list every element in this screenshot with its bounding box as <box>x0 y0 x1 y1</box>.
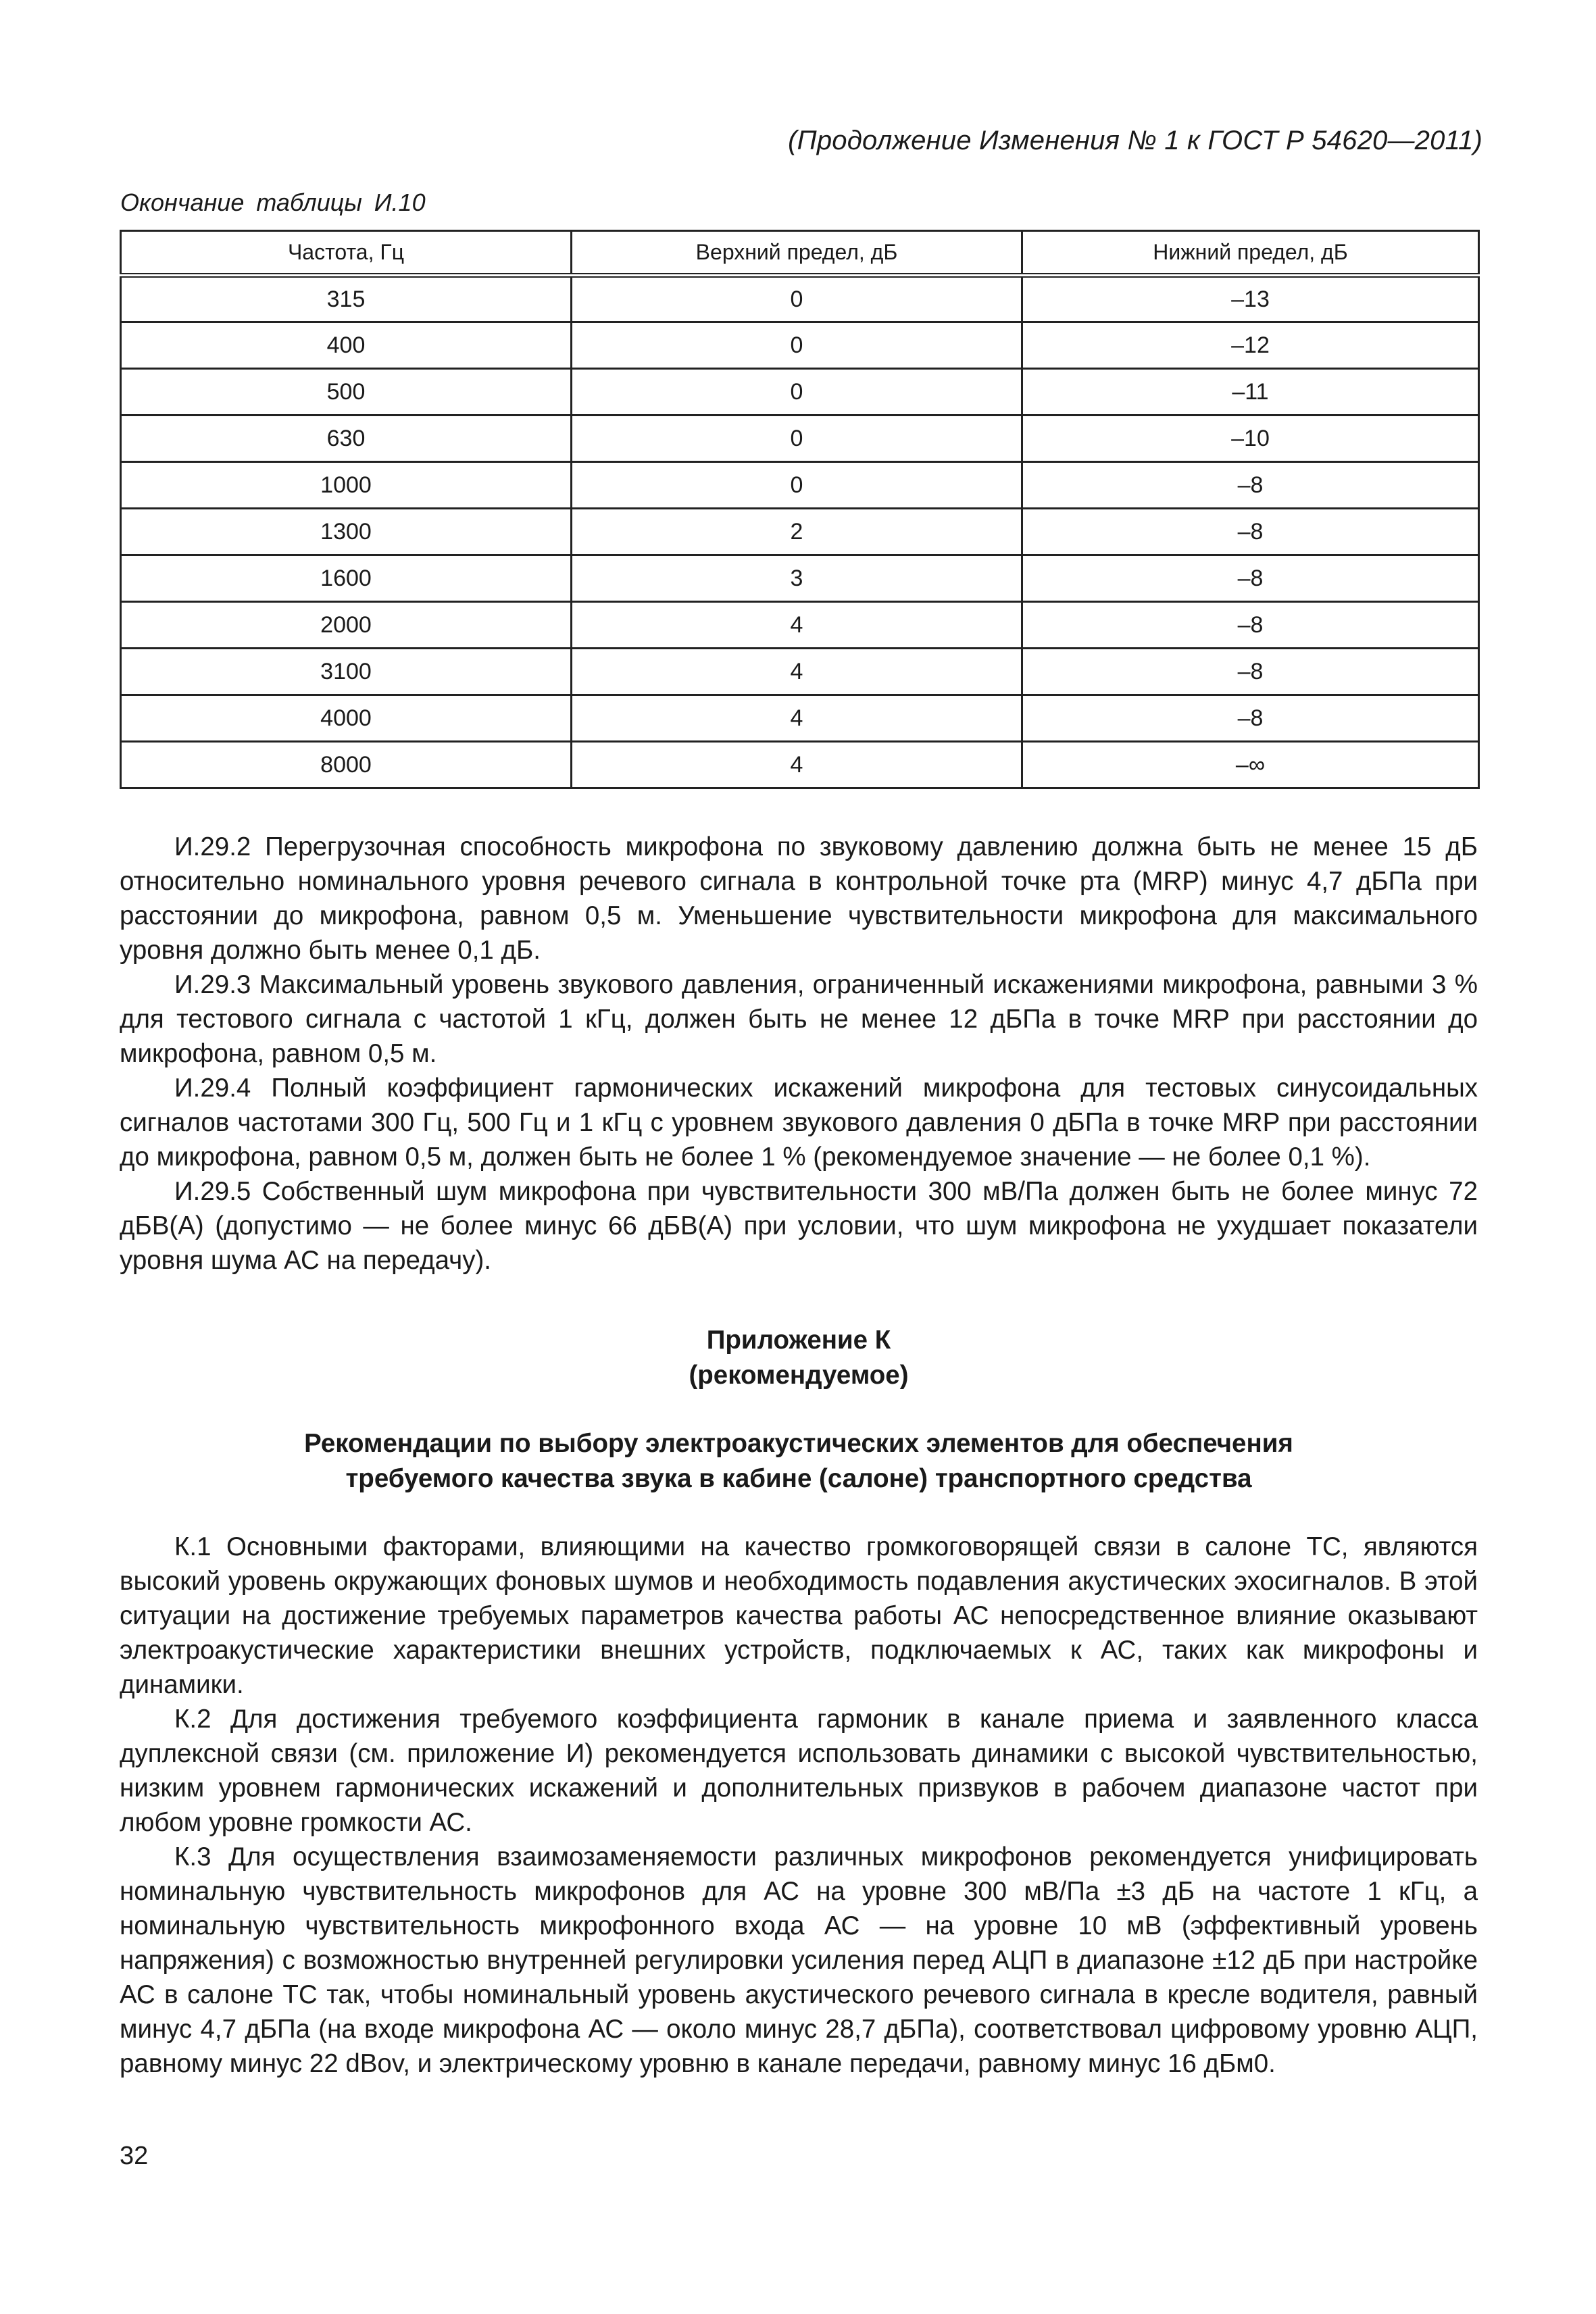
column-header-frequency: Частота, Гц <box>121 231 572 276</box>
paragraph: К.3 Для осуществления взаимозаменяемости различных микрофонов рекомендуется унифицировать номинальную чувствительность микрофонов для АС на уровне 300 мВ/Па ±3 дБ на частоте 1 кГц, а номинальную чувствительность микрофонного входа АС — на уровне 10 мВ (эффективный уровень напряжения) с возможностью внутренней регулировки усиления перед АЦП в диапазоне ±12 дБ при настройке АС в салоне ТС так, чтобы номинальный уровень акустического речевого сигнала в кресле водителя, равный минус 4,7 дБПа (на входе микрофона АС — около минус 28,7 дБПа), соответствовал цифровому уровню АЦП, равному минус 22 dBov, и электрическому уровню в канале передачи, равному минус 16 дБм0. <box>120 1842 1478 2078</box>
paragraph: И.29.2 Перегрузочная способность микрофона по звуковому давлению должна быть не менее 15 дБ относительно номинального уровня речевого сигнала в контрольной точке рта (MRP) минус 4,7 дБПа при расстоянии до микрофона, равном 0,5 м. Уменьшение чувствительности микрофона для максимального уровня должно быть менее 0,1 дБ. <box>120 832 1478 965</box>
cell-upper-limit: 0 <box>572 322 1022 369</box>
table-row <box>121 695 1479 742</box>
table-row <box>121 555 1479 602</box>
paragraph: И.29.3 Максимальный уровень звукового давления, ограниченный искажениями микрофона, равными 3 % для тестового сигнала с частотой 1 кГц, должен быть не менее 12 дБПа в точке MRP при расстоянии до микрофона, равном 0,5 м. <box>120 970 1478 1068</box>
cell-upper-limit: 0 <box>572 462 1022 509</box>
cell-lower-limit: –8 <box>1022 695 1479 742</box>
cell-lower-limit: –8 <box>1022 555 1479 602</box>
cell-frequency: 1600 <box>121 555 572 602</box>
cell-frequency: 630 <box>121 416 572 462</box>
cell-frequency: 1300 <box>121 509 572 555</box>
table-row <box>121 649 1479 695</box>
cell-upper-limit: 2 <box>572 509 1022 555</box>
cell-lower-limit: –∞ <box>1022 742 1479 788</box>
cell-upper-limit: 0 <box>572 369 1022 416</box>
table-row <box>121 369 1479 416</box>
cell-lower-limit: –8 <box>1022 649 1479 695</box>
table-row <box>121 416 1479 462</box>
cell-lower-limit: –8 <box>1022 602 1479 649</box>
cell-frequency: 400 <box>121 322 572 369</box>
paragraph: К.2 Для достижения требуемого коэффициента гармоник в канале приема и заявленного класса дуплексной связи (см. приложение И) рекомендуется использовать динамики с высокой чувствительностью, низким уровнем гармонических искажений и дополнительных призвуков в рабочем диапазоне частот при любом уровне громкости АС. <box>120 1705 1478 1837</box>
cell-lower-limit: –12 <box>1022 322 1479 369</box>
cell-lower-limit: –8 <box>1022 462 1479 509</box>
paragraph: И.29.4 Полный коэффициент гармонических искажений микрофона для тестовых синусоидальных сигналов частотами 300 Гц, 500 Гц и 1 кГц с уровнем звукового давления 0 дБПа в точке MRP при расстоянии до микрофона, равном 0,5 м, должен быть не более 1 % (рекомендуемое значение — не более 0,1 %). <box>120 1074 1478 1172</box>
table-caption: Окончание таблицы И.10 <box>120 188 426 216</box>
appendix-subtitle-line-1: Рекомендации по выбору электроакустических элементов для обеспечения <box>304 1429 1293 1458</box>
paragraph: К.1 Основными факторами, влияющими на качество громкоговорящей связи в салоне ТС, являются высокий уровень окружающих фоновых шумов и необходимость подавления акустических эхосигналов. В этой ситуации на достижение требуемых параметров качества работы АС непосредственное влияние оказывают электроакустические характеристики внешних устройств, подключаемых к АС, таких как микрофоны и динамики. <box>120 1532 1478 1699</box>
cell-frequency: 315 <box>121 276 572 322</box>
cell-upper-limit: 3 <box>572 555 1022 602</box>
cell-lower-limit: –10 <box>1022 416 1479 462</box>
table-body <box>121 276 1479 788</box>
appendix-title-line: Приложение К <box>706 1326 891 1355</box>
table-row <box>121 462 1479 509</box>
cell-frequency: 1000 <box>121 462 572 509</box>
table-row <box>121 276 1479 322</box>
appendix-status-line: (рекомендуемое) <box>689 1361 909 1390</box>
table-header-row <box>121 231 1479 276</box>
column-header-lower-limit: Нижний предел, дБ <box>1022 231 1479 276</box>
table-row <box>121 742 1479 788</box>
paragraph: И.29.5 Собственный шум микрофона при чувствительности 300 мВ/Па должен быть не более минус 72 дБВ(А) (допустимо — не более минус 66 дБВ(А) при условии, что шум микрофона не ухудшает показатели уровня шума АС на передачу). <box>120 1177 1478 1275</box>
appendix-k-text <box>120 1530 1478 2081</box>
cell-frequency: 3100 <box>121 649 572 695</box>
cell-upper-limit: 4 <box>572 602 1022 649</box>
cell-upper-limit: 0 <box>572 276 1022 322</box>
cell-lower-limit: –13 <box>1022 276 1479 322</box>
cell-upper-limit: 4 <box>572 649 1022 695</box>
cell-frequency: 500 <box>121 369 572 416</box>
section-i29-text <box>120 830 1478 1278</box>
cell-upper-limit: 0 <box>572 416 1022 462</box>
table-row <box>121 602 1479 649</box>
table-row <box>121 322 1479 369</box>
cell-frequency: 4000 <box>121 695 572 742</box>
appendix-title <box>120 1323 1478 1393</box>
cell-lower-limit: –11 <box>1022 369 1479 416</box>
appendix-subtitle <box>120 1426 1478 1496</box>
appendix-subtitle-line-2: требуемого качества звука в кабине (салоне) транспортного средства <box>345 1464 1252 1493</box>
column-header-upper-limit: Верхний предел, дБ <box>572 231 1022 276</box>
cell-lower-limit: –8 <box>1022 509 1479 555</box>
cell-upper-limit: 4 <box>572 695 1022 742</box>
table-row <box>121 509 1479 555</box>
page-number: 32 <box>120 2142 149 2170</box>
cell-upper-limit: 4 <box>572 742 1022 788</box>
cell-frequency: 2000 <box>121 602 572 649</box>
frequency-limits-table <box>120 230 1480 789</box>
continuation-header: (Продолжение Изменения № 1 к ГОСТ Р 54620—2011) <box>788 126 1482 155</box>
cell-frequency: 8000 <box>121 742 572 788</box>
